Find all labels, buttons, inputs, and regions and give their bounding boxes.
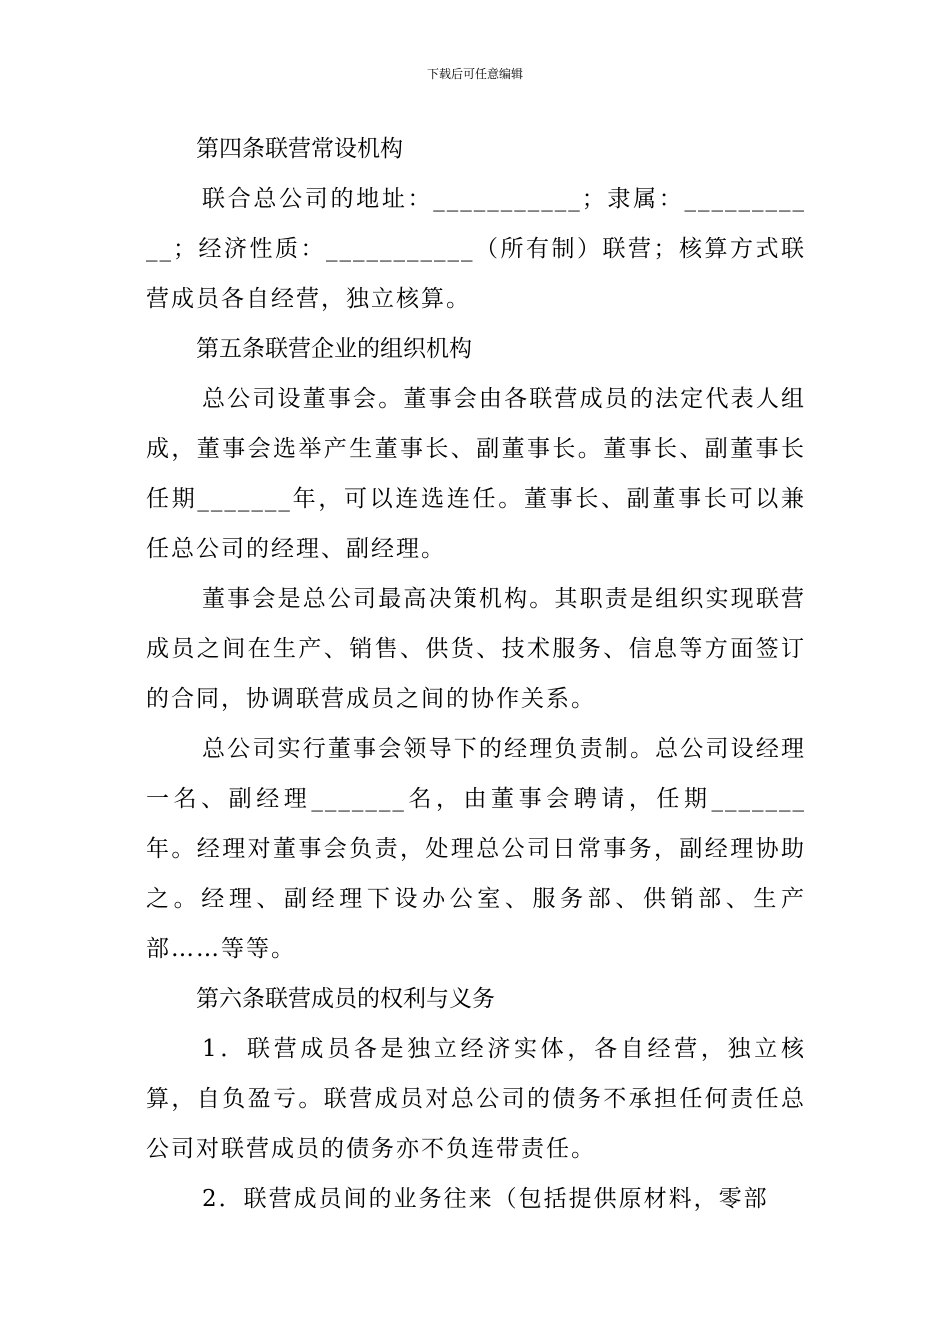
section-heading: 第四条联营常设机构 — [196, 136, 403, 162]
paragraph: 联合总公司的地址：___________；隶属：___________；经济性质：___________（所有制）联营；核算方式联营成员各自经营，独立核算。 — [146, 186, 806, 312]
section-heading: 第五条联营企业的组织机构 — [196, 336, 472, 362]
paragraph: 1．联营成员各是独立经济实体，各自经营，独立核算，自负盈亏。联营成员对总公司的债务不承担任何责任总公司对联营成员的债务亦不负连带责任。 — [146, 1036, 806, 1162]
paragraph: 总公司实行董事会领导下的经理负责制。总公司设经理一名、副经理_______名，由董事会聘请，任期_______年。经理对董事会负责，处理总公司日常事务，副经理协助之。经理、副经理下设办公室、服务部、供销部、生产部……等等。 — [146, 736, 806, 962]
page-header: 下载后可任意编辑 — [426, 67, 523, 81]
section-heading: 第六条联营成员的权利与义务 — [196, 986, 495, 1012]
paragraph: 董事会是总公司最高决策机构。其职责是组织实现联营成员之间在生产、销售、供货、技术服务、信息等方面签订的合同，协调联营成员之间的协作关系。 — [146, 586, 806, 712]
document-body — [146, 124, 806, 1224]
paragraph: 总公司设董事会。董事会由各联营成员的法定代表人组成，董事会选举产生董事长、副董事长。董事长、副董事长任期_______年，可以连选连任。董事长、副董事长可以兼任总公司的经理、副经理。 — [146, 386, 806, 562]
paragraph: 2．联营成员间的业务往来（包括提供原材料，零部 — [202, 1186, 769, 1212]
